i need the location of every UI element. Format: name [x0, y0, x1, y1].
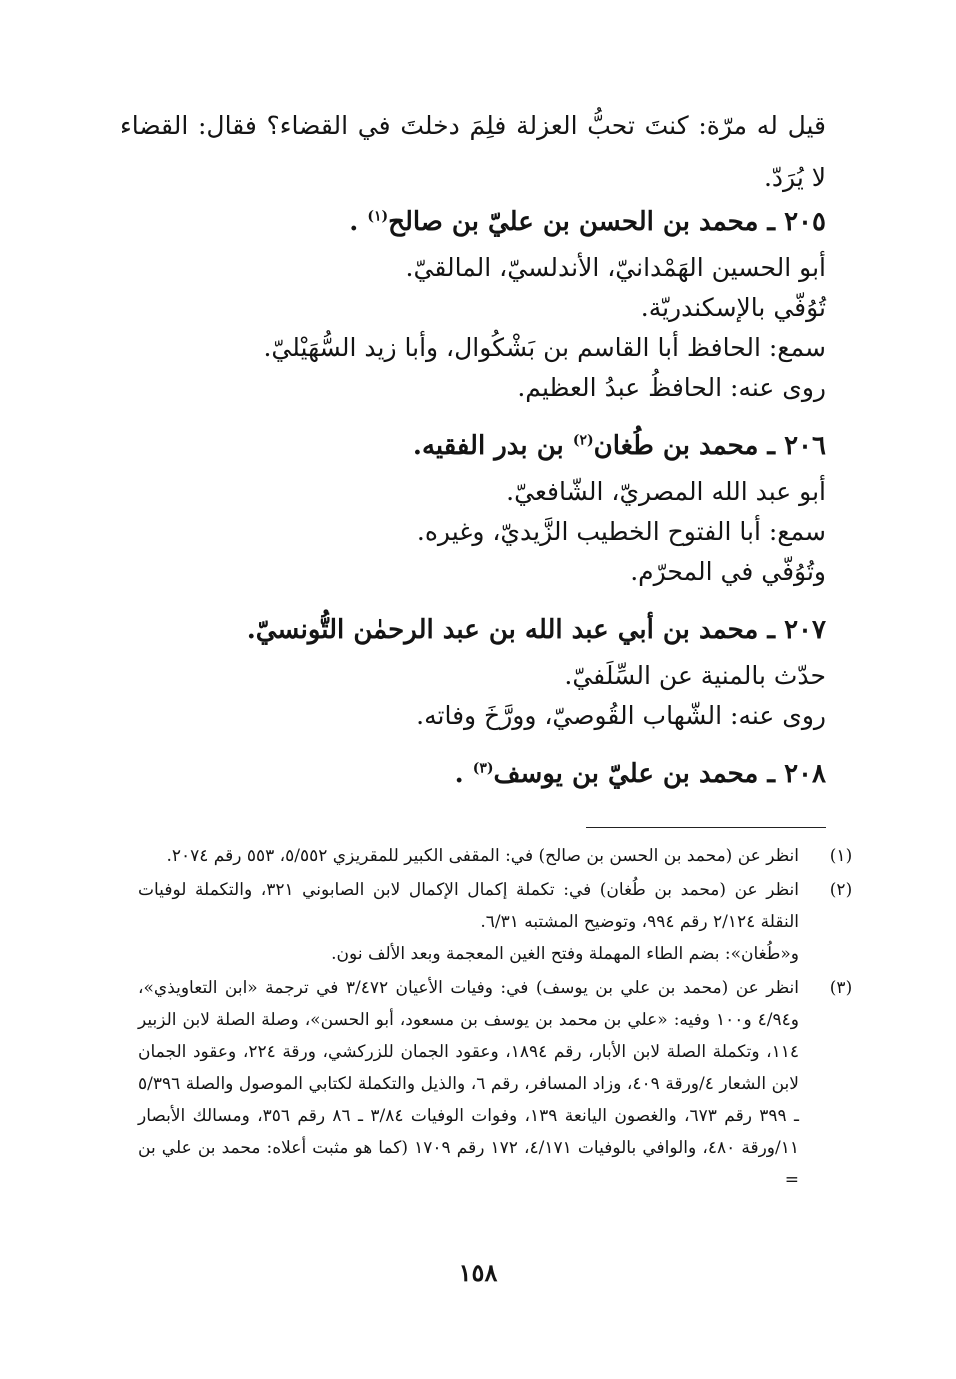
intro-text: قيل له مرّة: كنتَ تحبُّ العزلة فلِمَ دخلتَ في القضاء؟ فقال: القضاء لا يُرَدّ. — [120, 111, 826, 192]
entry-heading-text: ٢٠٦ ـ محمد بن طُغان — [593, 431, 826, 461]
entry-heading-text: ٢٠٧ ـ محمد بن أبي عبد الله بن عبد الرحمٰن التُّونسيّ. — [246, 615, 826, 645]
entry-heading — [240, 748, 826, 800]
entry-line: روى عنه: الحافظُ عبدُ العظيم. — [517, 373, 826, 402]
intro-paragraph — [120, 100, 826, 204]
page-number: ١٥٨ — [458, 1258, 498, 1287]
entry-heading-text: ٢٠٥ ـ محمد بن الحسن بن عليّ بن صالح — [388, 207, 826, 237]
entry-line: حدّث بالمنية عن السِّلَفيّ. — [564, 661, 826, 690]
entry-heading — [240, 196, 826, 248]
entry-208 — [240, 748, 826, 800]
footnote-separator — [586, 827, 826, 828]
entry-line: أبو الحسين الهَمْدانيّ، الأندلسيّ، المالقيّ. — [405, 253, 826, 282]
footnote-ref: (٢) — [572, 432, 594, 449]
entry-heading-end: . — [454, 759, 473, 789]
footnote-number: (٣) — [829, 978, 853, 998]
entry-line: سمع: أبا الفتوح الخطيب الزَّيديّ، وغيره. — [416, 517, 826, 546]
entry-line: تُوُفّي بالإسكندريّة. — [640, 293, 826, 322]
footnote-text: انظر عن (محمد بن علي بن يوسف) في: وفيات الأعيان ٣/٤٧٢ في ترجمة «ابن التعاويذي»، و٤/٩٤ و١٠٠ وفيه: «علي بن محمد بن يوسف بن مسعود، أبو الحسن»، وصلة الصلة لابن الزبير ١١٤، وتكملة الصلة لابن الأبار، رقم ١٨٩٤، وعقود الجمان للزركشي، ورقة ٢٢٤، وعقود الجمان لابن الشعار ٤/ورقة ٤٠٩، وزاد المسافر، رقم ٦، والذيل والتكملة لكتابي الموصول والصلة ٥/٣٩٦ ـ ٣٩٩ رقم ٦٧٣، والغصون اليانعة ١٣٩، وفوات الوفيات ٣/٨٤ ـ ٨٦ رقم ٣٥٦، ومسالك الأبصار ١١/ورقة ٤٨٠، والوافي بالوفيات ٤/١٧١، ١٧٢ رقم ١٧٠٩ (كما هو مثبت أعلاه: محمد بن علي بن = — [138, 978, 800, 1190]
footnote-extra-text: و«طُغان»: بضم الطاء المهملة وفتح الغين المعجمة وبعد الألف نون. — [331, 944, 799, 964]
footnote-text: انظر عن (محمد بن الحسن بن صالح) في: المقفى الكبير للمقريزي ٥/٥٥٢، ٥٥٣ رقم ٢٠٧٤. — [166, 846, 799, 866]
entry-206 — [240, 420, 826, 592]
entry-heading-text: ٢٠٨ ـ محمد بن عليّ بن يوسف — [493, 759, 826, 789]
entry-line: روى عنه: الشّهاب القُوصيّ، وورَّخَ وفاته. — [416, 701, 826, 730]
footnote-number: (٢) — [829, 880, 853, 900]
entry-line: سمع: الحافظ أبا القاسم بن بَشْكُوال، وأبا زيد السُّهَيْليّ. — [263, 333, 826, 362]
entry-line: أبو عبد الله المصريّ، الشّافعيّ. — [506, 477, 826, 506]
footnote-3 — [138, 972, 861, 1196]
entry-heading — [240, 604, 826, 656]
entry-heading — [240, 420, 826, 472]
footnote-text: انظر عن (محمد بن طُغان) في: تكملة إكمال الإكمال لابن الصابوني ٣٢١، والتكملة لوفيات النقلة ٢/١٢٤ رقم ٩٩٤، وتوضيح المشتبه ٦/٣١. — [138, 880, 799, 932]
footnote-1 — [138, 840, 861, 872]
footnote-2 — [138, 874, 861, 970]
entry-207 — [240, 604, 826, 736]
footnote-number: (١) — [829, 846, 853, 866]
footnote-ref: (١) — [367, 208, 389, 225]
entry-205 — [240, 196, 826, 408]
biography-entries — [240, 196, 826, 812]
entry-heading-end: بن بدر الفقيه. — [412, 431, 573, 461]
footnote-ref: (٣) — [472, 760, 494, 777]
entry-line: وتُوُفّي في المحرّم. — [630, 557, 826, 586]
footnotes — [138, 840, 861, 1198]
entry-heading-end: . — [349, 207, 368, 237]
